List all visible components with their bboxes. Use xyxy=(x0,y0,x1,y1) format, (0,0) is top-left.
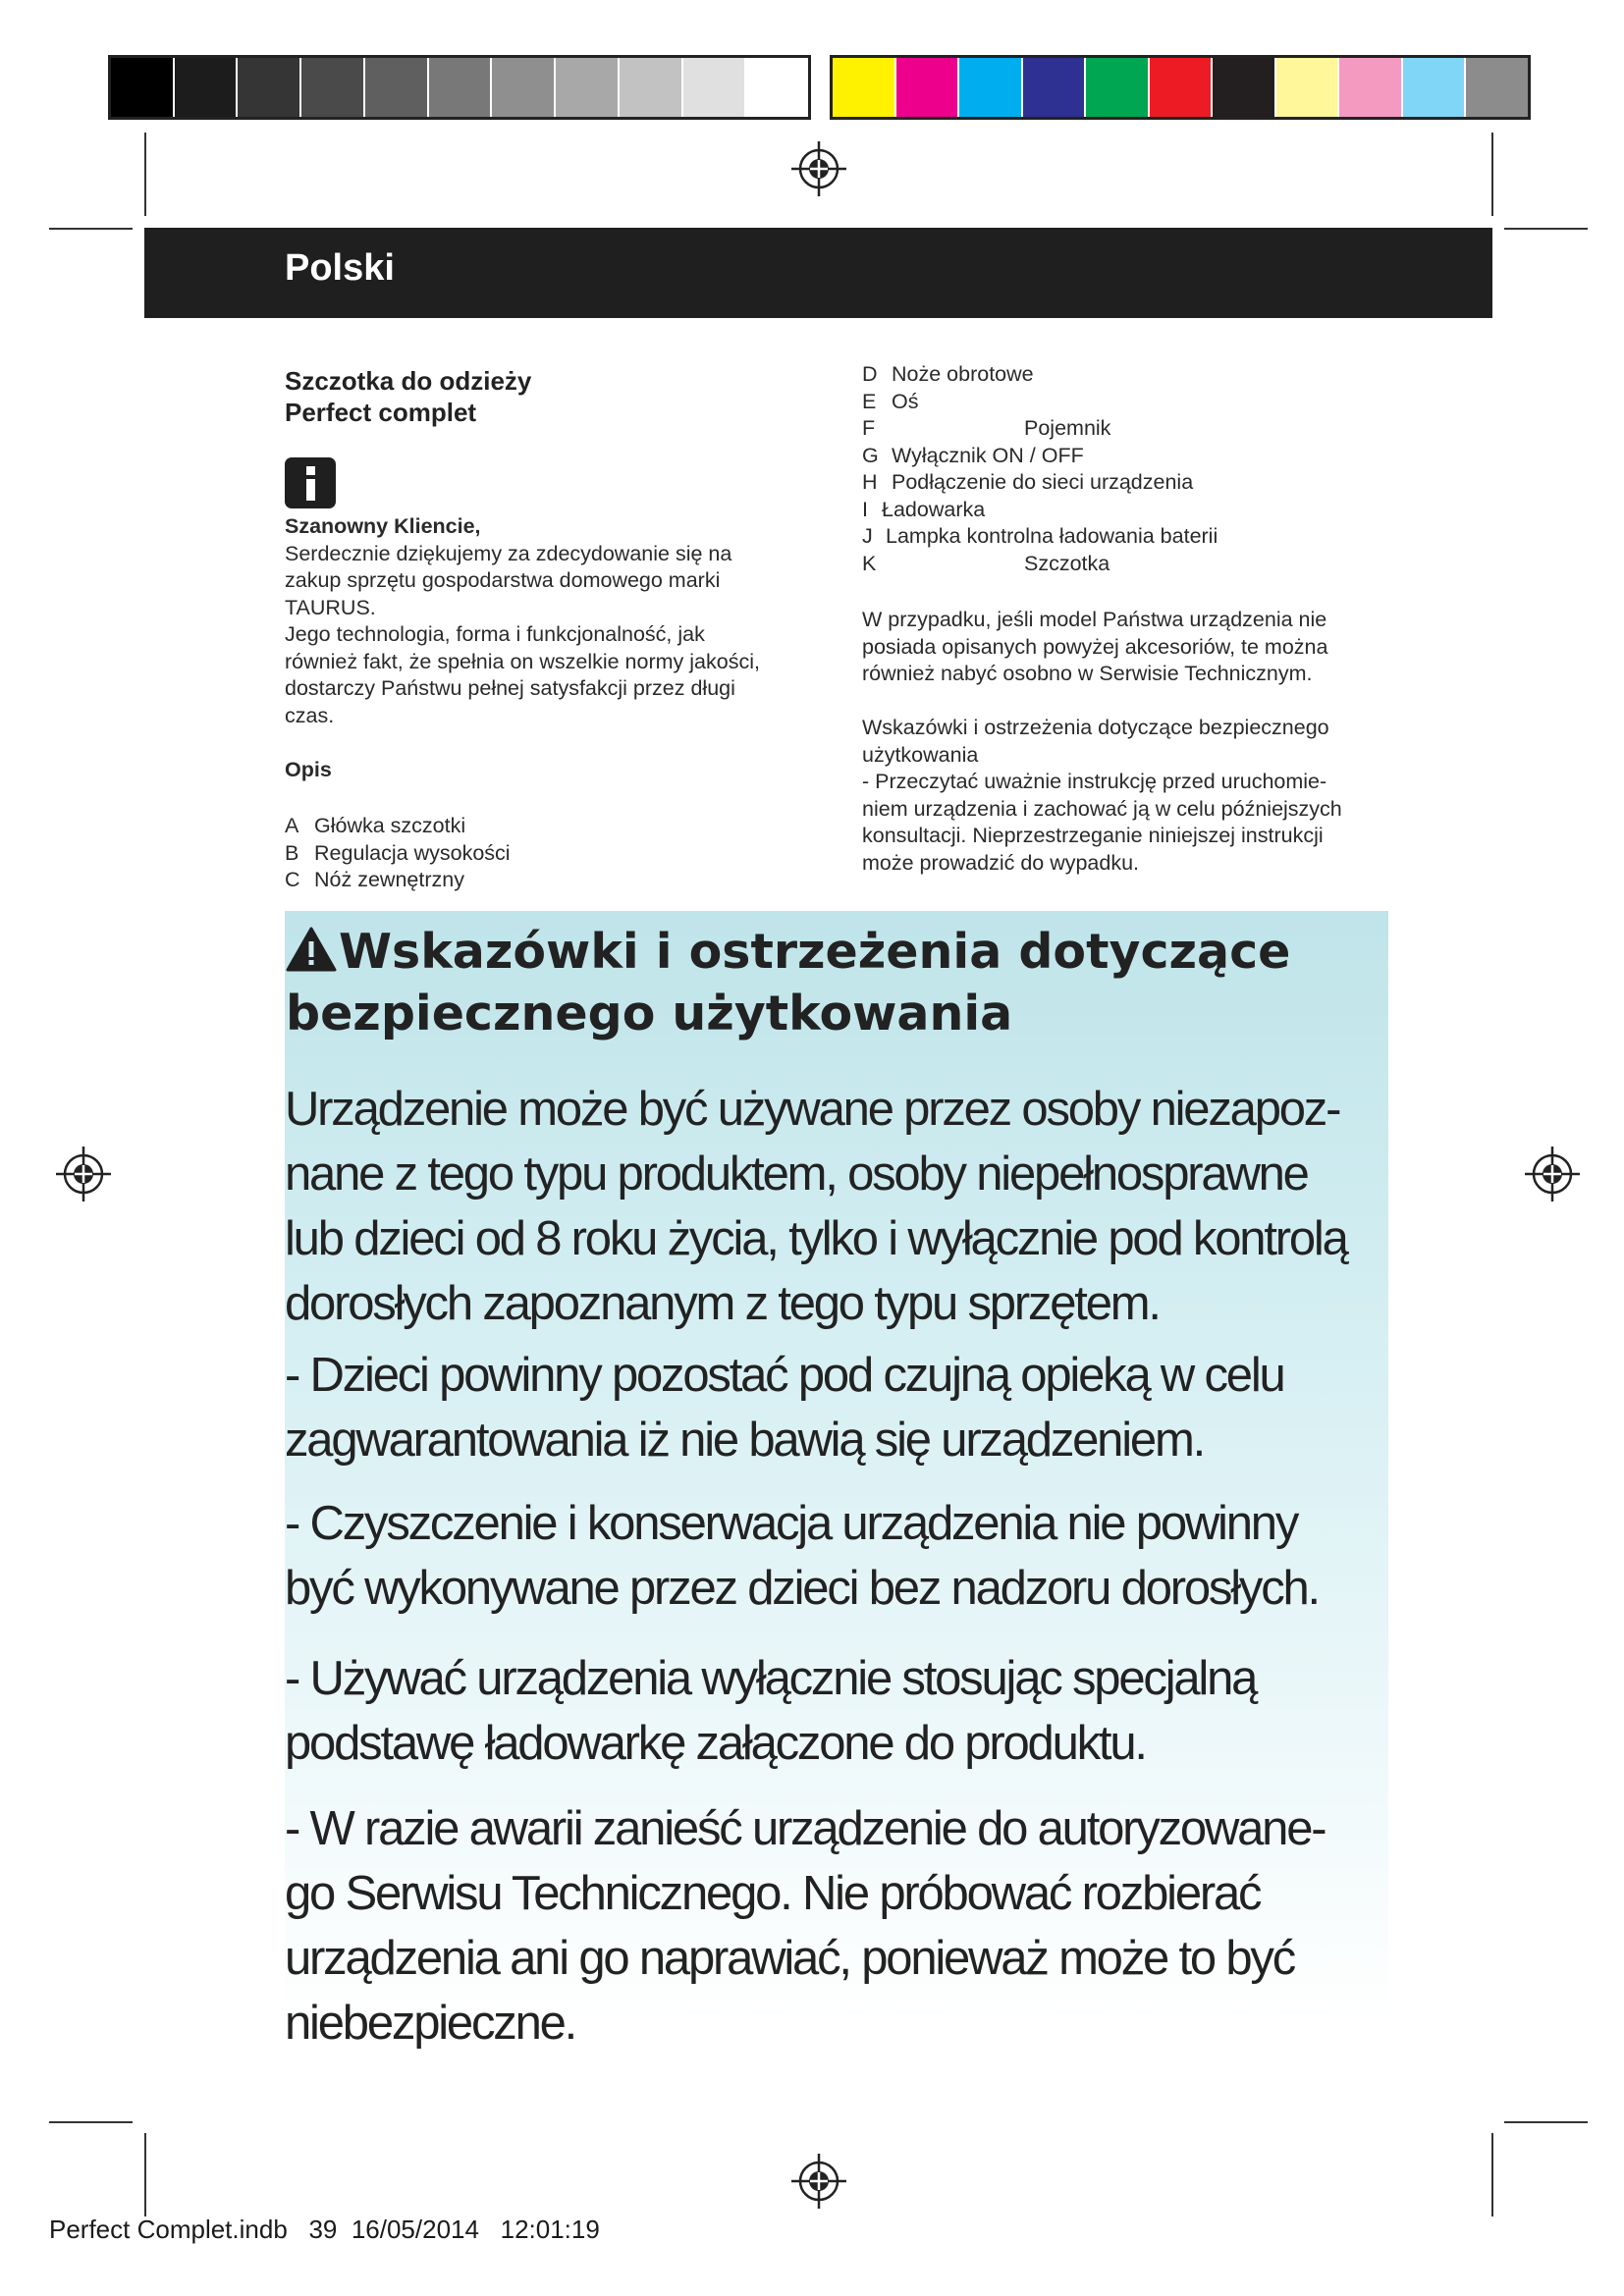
product-title-line-1: Szczotka do odzieży xyxy=(285,366,532,396)
registration-mark-left xyxy=(56,1147,111,1201)
list-item: E Oś xyxy=(862,389,919,413)
list-item: F Pojemnik xyxy=(862,416,1111,440)
opis-heading: Opis xyxy=(285,758,332,781)
color-swatch xyxy=(746,58,808,117)
color-swatch xyxy=(620,58,683,117)
color-swatch xyxy=(556,58,620,117)
list-item: C Nóż zewnętrzny xyxy=(285,868,464,891)
accessory-note: W przypadku, jeśli model Państwa urządzenia nie posiada opisanych powyżej akcesoriów, te można również nabyć osobno w Serwisie Technicznym. xyxy=(862,608,1328,685)
crop-mark-bottom-left xyxy=(49,2121,133,2123)
color-swatch xyxy=(238,58,301,117)
color-swatch xyxy=(896,58,960,117)
color-swatch xyxy=(1339,58,1403,117)
parts-list-left xyxy=(285,813,511,894)
thanks-line: Serdecznie dziękujemy za zdecydowanie się na xyxy=(285,541,732,565)
list-item: G Wyłącznik ON / OFF xyxy=(862,443,1084,467)
list-item: K Szczotka xyxy=(862,551,1110,575)
crop-mark-top-left-vertical xyxy=(144,133,146,216)
thanks-line: również fakt, że spełnia on wszelkie normy jakości, xyxy=(285,649,760,673)
list-item: J Lampka kontrolna ładowania baterii xyxy=(862,524,1218,548)
color-swatch xyxy=(365,58,429,117)
list-item: A Główka szczotki xyxy=(285,814,466,837)
color-swatch xyxy=(301,58,365,117)
warning-title xyxy=(286,921,1405,1044)
crop-mark-bottom-right-vertical xyxy=(1491,2133,1493,2216)
safety-heading: użytkowania xyxy=(862,742,979,767)
intro-text xyxy=(285,513,815,729)
list-item: I Ładowarka xyxy=(862,497,986,521)
print-slug-footer: Perfect Complet.indb 39 16/05/2014 12:01:19 xyxy=(49,2215,600,2244)
list-item: B Regulacja wysokości xyxy=(285,840,511,865)
warning-paragraph-1: Urządzenie może być używane przez osoby niezapoz- nane z tego typu produktem, osoby niepełnosprawne lub dzieci od 8 roku życia, tylko i wyłącznie pod kontrolą dorosłych zapoznanym z tego typu sprzętem. xyxy=(285,1083,1347,1330)
color-swatch xyxy=(833,58,896,117)
warning-paragraph-2: - Dzieci powinny pozostać pod czujną opieką w celu zagwarantowania iż nie bawią się urządzeniem. xyxy=(285,1349,1284,1467)
color-swatch xyxy=(1150,58,1214,117)
warning-paragraph-4: - Używać urządzenia wyłącznie stosując specjalną podstawę ładowarkę załączone do produktu. xyxy=(285,1652,1257,1770)
color-swatch xyxy=(959,58,1023,117)
warning-title-line-1: Wskazówki i ostrzeżenia dotyczące xyxy=(339,924,1291,980)
grayscale-color-bar xyxy=(108,55,811,120)
product-title-line-2: Perfect complet xyxy=(285,398,477,427)
product-title xyxy=(285,365,531,428)
color-swatch xyxy=(1276,58,1340,117)
info-icon xyxy=(285,457,336,508)
warning-paragraph-3: - Czyszczenie i konserwacja urządzenia nie powinny być wykonywane przez dzieci bez nadzoru dorosłych. xyxy=(285,1497,1319,1615)
color-swatch xyxy=(1213,58,1276,117)
color-swatch xyxy=(1023,58,1087,117)
thanks-line: TAURUS. xyxy=(285,595,376,619)
thanks-line: dostarczy Państwu pełnej satysfakcji przez długi xyxy=(285,676,735,700)
list-item: H Podłączenie do sieci urządzenia xyxy=(862,470,1194,494)
process-color-bar xyxy=(830,55,1531,120)
language-title: Polski xyxy=(285,247,395,289)
warning-paragraph-5: - W razie awarii zanieść urządzenie do autoryzowane- go Serwisu Technicznego. Nie próbować rozbierać urządzenia ani go naprawiać, ponieważ może to być niebezpieczne. xyxy=(285,1802,1326,2050)
color-swatch xyxy=(175,58,239,117)
crop-mark-top-left xyxy=(49,228,133,230)
crop-mark-top-right xyxy=(1504,228,1588,230)
crop-mark-bottom-left-vertical xyxy=(144,2133,146,2216)
color-swatch xyxy=(1403,58,1467,117)
greeting: Szanowny Kliencie, xyxy=(285,514,481,538)
color-swatch xyxy=(111,58,175,117)
color-swatch xyxy=(1086,58,1150,117)
crop-mark-bottom-right xyxy=(1504,2121,1588,2123)
color-swatch xyxy=(429,58,493,117)
color-swatch xyxy=(1466,58,1528,117)
warning-triangle-icon xyxy=(286,927,337,972)
thanks-line: zakup sprzętu gospodarstwa domowego marki xyxy=(285,568,721,592)
thanks-line: czas. xyxy=(285,703,335,727)
safety-heading: Wskazówki i ostrzeżenia dotyczące bezpiecznego xyxy=(862,716,1329,739)
registration-mark-top xyxy=(791,141,846,196)
parts-list-right xyxy=(862,361,1412,577)
safety-intro: Wskazówki i ostrzeżenia dotyczące bezpiecznego użytkowania - Przeczytać uważnie instrukcję przed uruchomie- niem urządzenia i zachować ją w celu późniejszych konsultacji. Nieprzestrzeganie niniejszej instrukcji może prowadzić do wypadku. xyxy=(862,715,1432,877)
thanks-line: Jego technologia, forma i funkcjonalność, jak xyxy=(285,622,705,646)
color-swatch xyxy=(492,58,556,117)
color-swatch xyxy=(683,58,747,117)
registration-mark-bottom xyxy=(791,2154,846,2209)
warning-title-line-2: bezpiecznego użytkowania xyxy=(286,986,1013,1041)
language-header xyxy=(144,228,1492,318)
list-item: D Noże obrotowe xyxy=(862,362,1034,386)
registration-mark-right xyxy=(1525,1147,1580,1201)
crop-mark-top-right-vertical xyxy=(1491,133,1493,216)
